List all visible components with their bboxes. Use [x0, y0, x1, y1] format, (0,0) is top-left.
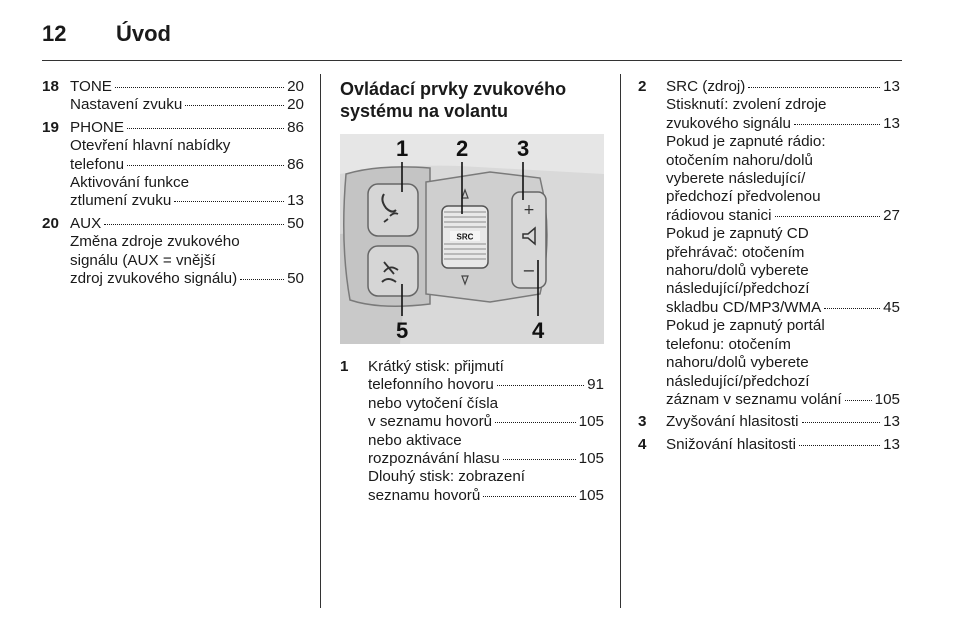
index-entry: [340, 358, 604, 505]
dot-leader: [127, 127, 284, 129]
entry-text: zdroj zvukového signálu): [70, 270, 238, 288]
callout-label: 4: [532, 318, 545, 343]
entry-text: nebo vytočení čísla: [368, 394, 499, 412]
entry-line: [666, 170, 900, 188]
entry-text: Změna zdroje zvukového: [70, 233, 240, 251]
entry-line: [666, 262, 900, 280]
entry-line: [70, 192, 304, 210]
entry-line: [666, 336, 900, 354]
entry-line: [70, 233, 304, 251]
entry-text: telefonu: [70, 155, 125, 173]
entry-line: [368, 432, 604, 450]
entry-line: [368, 450, 604, 468]
section-heading-line: systému na volantu: [340, 101, 509, 121]
entry-text: Otevření hlavní nabídky: [70, 137, 231, 155]
entry-text: Nastavení zvuku: [70, 96, 183, 114]
entry-line: [368, 468, 604, 486]
entry-body: [70, 119, 304, 211]
page-reference: 13: [883, 413, 900, 431]
steering-wheel-controls-illustration: [340, 134, 604, 344]
index-entry: [638, 413, 900, 431]
page-reference: 13: [287, 192, 304, 210]
index-column-middle: [340, 78, 604, 509]
entry-line: [70, 96, 304, 114]
entry-text: rozpoznávání hlasu: [368, 450, 500, 468]
page-header: [42, 14, 171, 54]
src-button-label: SRC: [456, 232, 474, 242]
page-reference: 105: [874, 390, 900, 408]
page-reference: 50: [287, 214, 304, 232]
page-reference: 105: [578, 486, 604, 504]
page-reference: 86: [287, 155, 304, 173]
entry-line: [70, 137, 304, 155]
entry-line: [666, 188, 900, 206]
entry-line: [666, 391, 900, 409]
section-heading: [340, 78, 604, 122]
svg-text:−: −: [522, 261, 536, 280]
page-reference: 20: [287, 78, 304, 95]
entry-line: [666, 280, 900, 298]
entry-text: následující/předchozí: [666, 280, 810, 298]
index-entry: [638, 436, 900, 454]
entry-text: Aktivování funkce: [70, 174, 190, 192]
entry-line: [666, 78, 900, 96]
index-entry: [42, 215, 304, 289]
entry-line: [70, 156, 304, 174]
page-reference: 13: [883, 435, 900, 453]
page-reference: 50: [287, 270, 304, 288]
dot-leader: [794, 123, 880, 125]
dot-leader: [185, 104, 284, 106]
entry-line: [666, 152, 900, 170]
steering-wheel-controls-figure: [340, 134, 604, 344]
entry-line: [70, 78, 304, 96]
column-divider-right: [620, 74, 621, 608]
index-entry: [42, 78, 304, 115]
entry-text: přehrávač: otočením: [666, 243, 805, 261]
entry-text: ztlumení zvuku: [70, 192, 172, 210]
entry-text: vyberete následující/: [666, 170, 806, 188]
entry-text: Pokud je zapnutý portál: [666, 317, 825, 335]
dot-leader: [115, 86, 284, 88]
entry-line: [666, 299, 900, 317]
entry-line: [666, 436, 900, 454]
index-entry: [638, 78, 900, 409]
entry-line: [666, 96, 900, 114]
dot-leader: [799, 444, 880, 446]
entry-line: [70, 270, 304, 288]
entry-text: následující/předchozí: [666, 372, 810, 390]
page-reference: 13: [883, 114, 900, 132]
entry-body: [70, 215, 304, 289]
dot-leader: [483, 495, 575, 497]
callout-label: 3: [517, 136, 530, 161]
entry-text: předchozí předvolenou: [666, 188, 821, 206]
entry-line: [666, 244, 900, 262]
entry-text: Pokud je zapnutý CD: [666, 225, 809, 243]
column-divider-left: [320, 74, 321, 608]
entry-text: AUX: [70, 214, 102, 232]
entry-text: telefonního hovoru: [368, 376, 494, 394]
dot-leader: [503, 458, 576, 460]
entry-body: [368, 358, 604, 505]
entry-text: rádiovou stanici: [666, 206, 772, 224]
entry-line: [70, 215, 304, 233]
entry-text: Krátký stisk: přijmutí: [368, 358, 504, 375]
entry-line: [70, 252, 304, 270]
callout-label: 5: [396, 318, 409, 343]
page-reference: 45: [883, 298, 900, 316]
header-rule: [42, 60, 902, 61]
dot-leader: [104, 223, 284, 225]
entry-text: Stisknutí: zvolení zdroje: [666, 96, 827, 114]
page-reference: 91: [587, 376, 604, 394]
figure-legend: [340, 358, 604, 505]
entry-text: Pokud je zapnuté rádio:: [666, 133, 826, 151]
callout-label: 1: [396, 136, 409, 161]
entry-body: [70, 78, 304, 115]
dot-leader: [497, 384, 584, 386]
index-column-right: [638, 78, 900, 458]
index-entry: [42, 119, 304, 211]
dot-leader: [495, 421, 576, 423]
entry-text: Dlouhý stisk: zobrazení: [368, 468, 526, 486]
entry-body: [666, 78, 900, 409]
entry-line: [666, 354, 900, 372]
page-reference: 105: [578, 450, 604, 468]
entry-text: TONE: [70, 78, 112, 95]
dot-leader: [802, 421, 881, 423]
index-column-left: [42, 78, 304, 292]
dot-leader: [775, 215, 881, 217]
entry-line: [70, 174, 304, 192]
dot-leader: [824, 307, 880, 309]
entry-text: nahoru/dolů vyberete: [666, 262, 809, 280]
entry-line: [666, 133, 900, 151]
page-reference: 105: [578, 413, 604, 431]
svg-text:+: +: [523, 202, 535, 218]
entry-text: nahoru/dolů vyberete: [666, 354, 809, 372]
entry-number: 19: [42, 118, 59, 136]
entry-text: PHONE: [70, 118, 125, 136]
entry-body: [666, 413, 900, 431]
entry-line: [368, 395, 604, 413]
entry-text: v seznamu hovorů: [368, 413, 493, 431]
entry-line: [70, 119, 304, 137]
entry-line: [368, 358, 604, 376]
entry-text: otočením nahoru/dolů: [666, 151, 813, 169]
entry-line: [666, 373, 900, 391]
entry-line: [666, 317, 900, 335]
entry-text: záznam v seznamu volání: [666, 390, 842, 408]
page-reference: 27: [883, 206, 900, 224]
entry-number: 3: [638, 413, 647, 431]
entry-line: [666, 413, 900, 431]
entry-text: zvukového signálu: [666, 114, 791, 132]
entry-text: skladbu CD/MP3/WMA: [666, 298, 822, 316]
dot-leader: [845, 399, 872, 401]
dot-leader: [127, 164, 284, 166]
callout-label: 2: [456, 136, 469, 161]
entry-line: [666, 115, 900, 133]
entry-text: Zvyšování hlasitosti: [666, 413, 799, 431]
entry-number: 1: [340, 358, 349, 375]
entry-text: seznamu hovorů: [368, 486, 481, 504]
entry-line: [368, 413, 604, 431]
entry-line: [666, 225, 900, 243]
entry-line: [666, 207, 900, 225]
dot-leader: [174, 200, 284, 202]
page-reference: 13: [883, 78, 900, 95]
page-reference: 20: [287, 96, 304, 114]
entry-number: 20: [42, 214, 59, 232]
entry-line: [368, 376, 604, 394]
page-reference: 86: [287, 118, 304, 136]
entry-number: 4: [638, 435, 647, 453]
dot-leader: [240, 278, 284, 280]
entry-text: telefonu: otočením: [666, 335, 791, 353]
page-title: Úvod: [116, 21, 171, 46]
page-number: 12: [42, 21, 67, 46]
entry-number: 18: [42, 78, 59, 95]
entry-text: signálu (AUX = vnější: [70, 251, 216, 269]
section-heading-line: Ovládací prvky zvukového: [340, 79, 567, 99]
entry-line: [368, 487, 604, 505]
entry-number: 2: [638, 78, 647, 95]
dot-leader: [748, 86, 880, 88]
entry-text: SRC (zdroj): [666, 78, 746, 95]
entry-text: Snižování hlasitosti: [666, 435, 797, 453]
entry-text: nebo aktivace: [368, 431, 462, 449]
entry-body: [666, 436, 900, 454]
